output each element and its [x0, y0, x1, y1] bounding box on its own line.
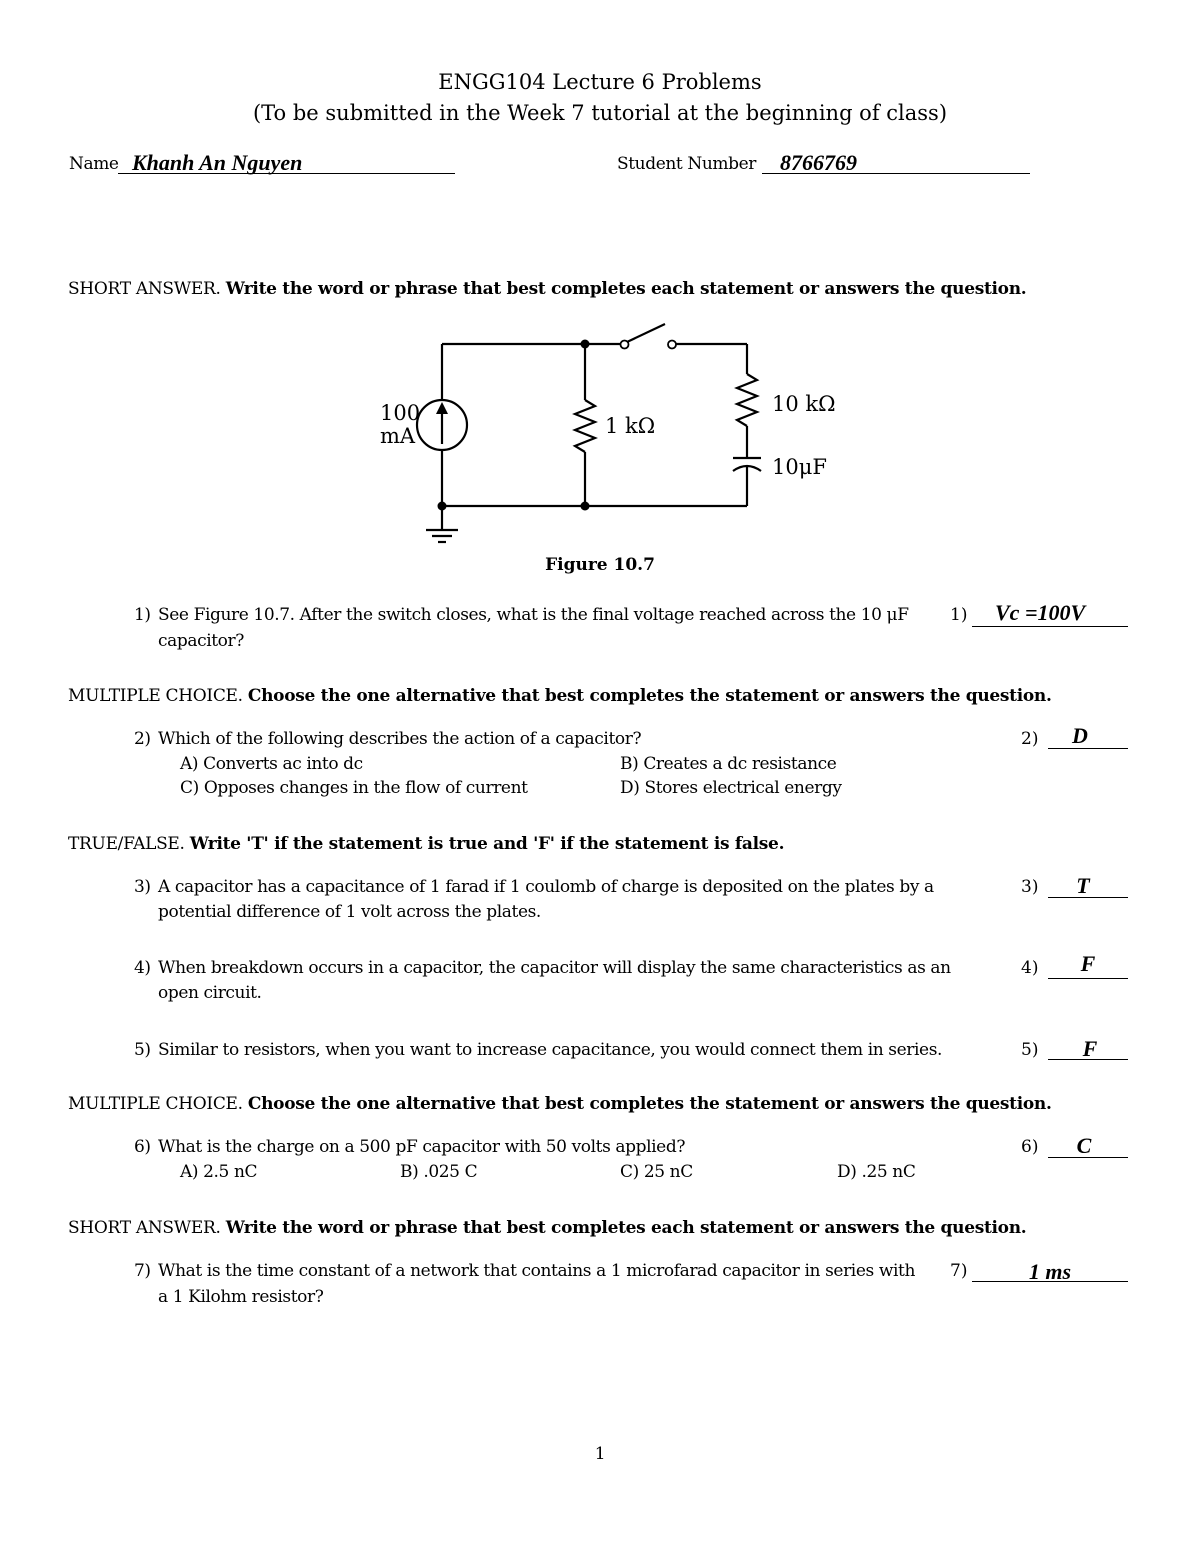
answer-5-number: 5)	[1021, 1040, 1039, 1060]
page-subtitle: (To be submitted in the Week 7 tutorial at the beginning of class)	[252, 101, 948, 125]
question-3-text: A capacitor has a capacitance of 1 farad if 1 coulomb of charge is deposited on the plates by a	[158, 877, 934, 897]
question-2-option-d: D) Stores electrical energy	[620, 778, 842, 798]
question-2-option-a: A) Converts ac into dc	[180, 754, 363, 774]
question-3-text-cont: potential difference of 1 volt across the plates.	[158, 902, 541, 922]
question-6-option-d: D) .25 nC	[837, 1162, 916, 1182]
section-heading-multiple-choice	[68, 686, 1052, 706]
answer-4-value: F	[1080, 951, 1096, 976]
page-number: 1	[594, 1444, 606, 1464]
question-1-number: 1)	[134, 605, 151, 625]
question-4-text-cont: open circuit.	[158, 983, 262, 1003]
answer-6-number: 6)	[1021, 1137, 1039, 1157]
r1-label: 1 kΩ	[605, 414, 656, 438]
switch-arm	[627, 324, 665, 342]
answer-4-line	[1048, 978, 1128, 979]
node-top	[581, 340, 590, 349]
section-instructions: Write the word or phrase that best completes each statement or answers the question.	[225, 279, 1027, 299]
source-unit-label: mA	[380, 424, 416, 448]
section-instructions: Write the word or phrase that best completes each statement or answers the question.	[225, 1218, 1027, 1238]
question-1-text: See Figure 10.7. After the switch closes, what is the final voltage reached across the 10 μF	[158, 605, 909, 625]
answer-3-value: T	[1076, 873, 1090, 898]
page-title: ENGG104 Lecture 6 Problems	[438, 70, 762, 94]
question-6-option-a: A) 2.5 nC	[180, 1162, 258, 1182]
question-5-number: 5)	[134, 1040, 151, 1060]
answer-4-number: 4)	[1021, 958, 1039, 978]
r2-label: 10 kΩ	[772, 392, 836, 416]
resistor-1k	[575, 400, 595, 452]
question-5-text: Similar to resistors, when you want to increase capacitance, you would connect them in series.	[158, 1040, 943, 1060]
question-6-option-c: C) 25 nC	[620, 1162, 693, 1182]
section-label: TRUE/FALSE.	[68, 834, 185, 854]
question-4-text: When breakdown occurs in a capacitor, the capacitor will display the same characteristics as an	[158, 958, 951, 978]
section-label: SHORT ANSWER.	[68, 279, 221, 299]
switch-contact-right	[668, 341, 676, 349]
question-2-number: 2)	[134, 729, 151, 749]
answer-1-line	[972, 626, 1128, 627]
student-number-value: 8766769	[780, 150, 857, 175]
section-label: MULTIPLE CHOICE.	[68, 686, 243, 706]
answer-1-number: 1)	[950, 605, 968, 625]
answer-1-value: Vc =100V	[995, 600, 1086, 625]
switch-contact-left	[621, 341, 629, 349]
question-2-option-c: C) Opposes changes in the flow of current	[180, 778, 528, 798]
answer-2-value: D	[1072, 723, 1088, 748]
answer-7-value: 1 ms	[1028, 1259, 1072, 1284]
answer-5-value: F	[1082, 1036, 1098, 1061]
question-2-text: Which of the following describes the action of a capacitor?	[158, 729, 642, 749]
answer-2-number: 2)	[1021, 729, 1039, 749]
question-6-number: 6)	[134, 1137, 151, 1157]
question-6-option-b: B) .025 C	[400, 1162, 478, 1182]
section-label: MULTIPLE CHOICE.	[68, 1094, 243, 1114]
name-value: Khanh An Nguyen	[132, 150, 303, 175]
node-bottom-middle	[581, 502, 590, 511]
question-1-text-cont: capacitor?	[158, 631, 244, 651]
circuit-figure	[350, 318, 850, 558]
section-heading-short-answer	[68, 279, 1026, 299]
answer-6-value: C	[1076, 1133, 1092, 1158]
section-instructions: Choose the one alternative that best completes the statement or answers the question.	[247, 1094, 1052, 1114]
answer-7-number: 7)	[950, 1261, 968, 1281]
section-label: SHORT ANSWER.	[68, 1218, 221, 1238]
question-3-number: 3)	[134, 877, 151, 897]
question-7-number: 7)	[134, 1261, 151, 1281]
section-instructions: Write 'T' if the statement is true and 'F' if the statement is false.	[189, 834, 785, 854]
question-7-text: What is the time constant of a network that contains a 1 microfarad capacitor in series with	[158, 1261, 915, 1281]
answer-3-number: 3)	[1021, 877, 1039, 897]
source-value-label: 100	[380, 401, 421, 425]
capacitor-label: 10μF	[772, 455, 827, 479]
node-bottom-left	[438, 502, 447, 511]
question-4-number: 4)	[134, 958, 151, 978]
section-instructions: Choose the one alternative that best completes the statement or answers the question.	[247, 686, 1052, 706]
section-heading-short-answer-2	[68, 1218, 1026, 1238]
section-heading-true-false	[68, 834, 784, 854]
student-number-label: Student Number	[617, 154, 756, 174]
question-7-text-cont: a 1 Kilohm resistor?	[158, 1287, 324, 1307]
section-heading-multiple-choice-2	[68, 1094, 1052, 1114]
question-6-text: What is the charge on a 500 pF capacitor with 50 volts applied?	[158, 1137, 686, 1157]
name-label: Name	[69, 154, 119, 174]
question-2-option-b: B) Creates a dc resistance	[620, 754, 837, 774]
resistor-10k	[737, 374, 757, 426]
figure-caption: Figure 10.7	[545, 555, 655, 575]
